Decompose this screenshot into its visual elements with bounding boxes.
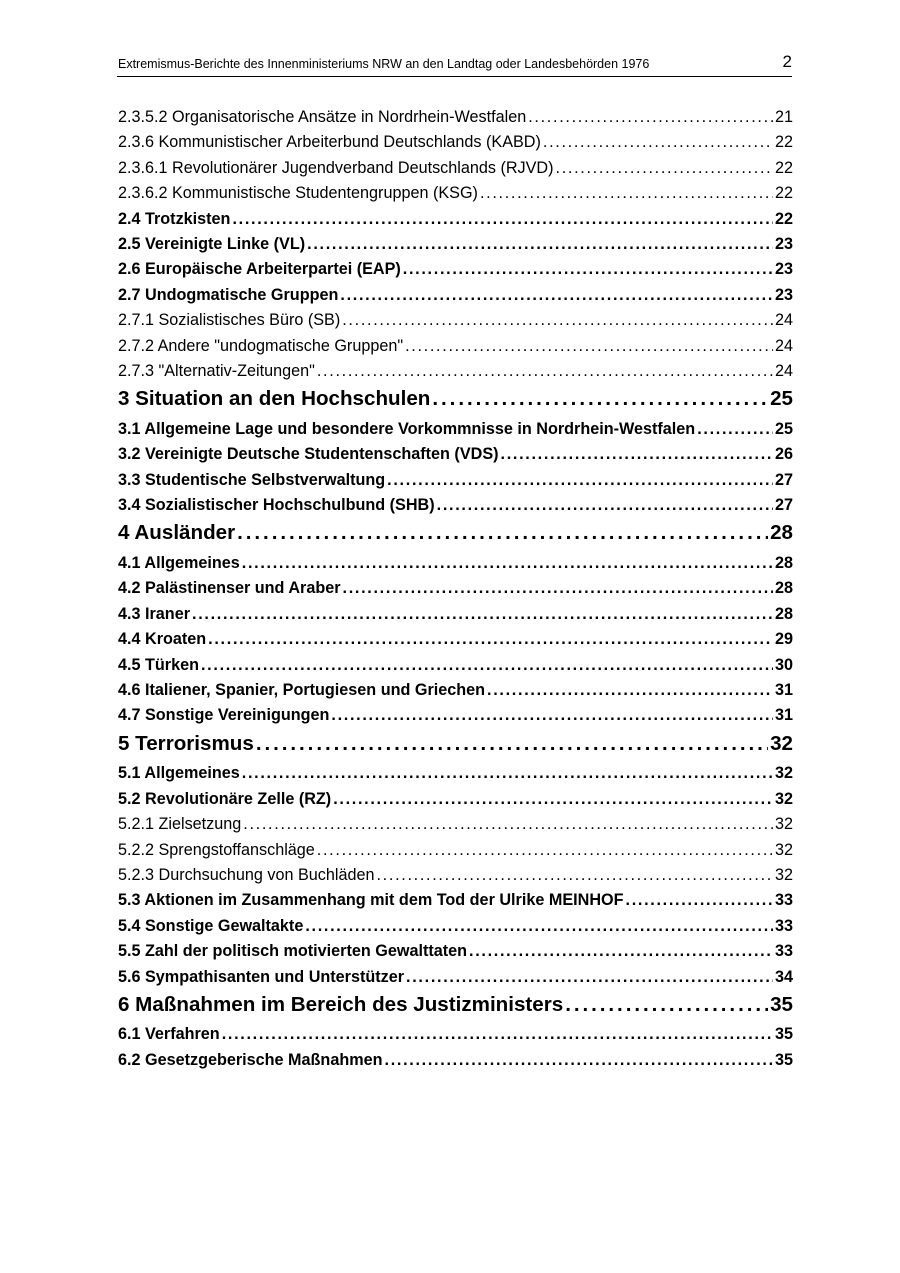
toc-entry[interactable] bbox=[118, 308, 793, 333]
toc-entry-page: 28 bbox=[774, 579, 793, 598]
toc-entry[interactable] bbox=[118, 838, 793, 863]
toc-entry-title: 2.7.3 "Alternativ-Zeitungen" bbox=[118, 361, 315, 380]
toc-entry-title: 4 Ausländer bbox=[118, 521, 236, 545]
toc-entry-page: 31 bbox=[774, 706, 793, 725]
toc-entry[interactable] bbox=[118, 156, 793, 181]
toc-entry[interactable] bbox=[118, 493, 793, 518]
toc-entry-title: 4.2 Palästinenser und Araber bbox=[118, 579, 341, 598]
toc-entry-page: 35 bbox=[770, 992, 793, 1016]
toc-entry-page: 33 bbox=[774, 942, 793, 961]
toc-entry[interactable] bbox=[118, 729, 793, 762]
dot-leader bbox=[543, 130, 773, 155]
toc-entry-title: 4.5 Türken bbox=[118, 655, 199, 674]
toc-entry-page: 27 bbox=[774, 470, 793, 489]
toc-entry-page: 30 bbox=[774, 655, 793, 674]
dot-leader bbox=[232, 207, 773, 232]
toc-entry-page: 22 bbox=[774, 133, 793, 152]
dot-leader bbox=[242, 761, 773, 786]
toc-entry-page: 33 bbox=[774, 891, 793, 910]
dot-leader bbox=[317, 838, 773, 863]
toc-entry[interactable] bbox=[118, 703, 793, 728]
toc-entry[interactable] bbox=[118, 678, 793, 703]
dot-leader bbox=[501, 442, 773, 467]
table-of-contents bbox=[118, 105, 793, 1073]
toc-entry[interactable] bbox=[118, 990, 793, 1023]
toc-entry-page: 24 bbox=[774, 361, 793, 380]
toc-entry-page: 25 bbox=[770, 387, 793, 411]
toc-entry-page: 32 bbox=[774, 764, 793, 783]
header-title: Extremismus-Berichte des Innenministeriums NRW an den Landtag oder Landesbehörden 1976 bbox=[118, 57, 650, 71]
toc-entry-page: 32 bbox=[774, 840, 793, 859]
toc-entry-title: 6.1 Verfahren bbox=[118, 1025, 220, 1044]
toc-entry-title: 5.2.3 Durchsuchung von Buchläden bbox=[118, 865, 375, 884]
toc-entry-title: 3.1 Allgemeine Lage und besondere Vorkommnisse in Nordrhein-Westfalen bbox=[118, 419, 696, 438]
toc-entry-page: 28 bbox=[774, 554, 793, 573]
toc-entry-page: 23 bbox=[774, 234, 793, 253]
toc-entry[interactable] bbox=[118, 105, 793, 130]
toc-entry[interactable] bbox=[118, 130, 793, 155]
dot-leader bbox=[376, 863, 773, 888]
toc-entry-page: 27 bbox=[774, 496, 793, 515]
toc-entry-title: 6.2 Gesetzgeberische Maßnahmen bbox=[118, 1050, 383, 1069]
toc-entry[interactable] bbox=[118, 1048, 793, 1073]
dot-leader bbox=[317, 359, 773, 384]
toc-entry[interactable] bbox=[118, 576, 793, 601]
toc-entry[interactable] bbox=[118, 888, 793, 913]
toc-entry-page: 23 bbox=[774, 260, 793, 279]
toc-entry[interactable] bbox=[118, 518, 793, 551]
dot-leader bbox=[243, 812, 773, 837]
toc-entry[interactable] bbox=[118, 914, 793, 939]
dot-leader bbox=[208, 627, 773, 652]
toc-entry-page: 22 bbox=[774, 184, 793, 203]
toc-entry-page: 35 bbox=[774, 1050, 793, 1069]
toc-entry-title: 3.3 Studentische Selbstverwaltung bbox=[118, 470, 386, 489]
dot-leader bbox=[340, 283, 773, 308]
toc-entry[interactable] bbox=[118, 787, 793, 812]
toc-entry-page: 22 bbox=[774, 209, 793, 228]
toc-entry-page: 32 bbox=[770, 731, 793, 755]
toc-entry-title: 3.2 Vereinigte Deutsche Studentenschaften (VDS) bbox=[118, 445, 499, 464]
toc-entry-title: 4.7 Sonstige Vereinigungen bbox=[118, 706, 330, 725]
toc-entry-page: 22 bbox=[774, 158, 793, 177]
toc-entry-title: 2.7.2 Andere "undogmatische Gruppen" bbox=[118, 336, 404, 355]
dot-leader bbox=[192, 602, 773, 627]
toc-entry-page: 24 bbox=[774, 336, 793, 355]
toc-entry-page: 21 bbox=[774, 108, 793, 126]
toc-entry-title: 2.3.6.1 Revolutionärer Jugendverband Deutschlands (RJVD) bbox=[118, 158, 554, 177]
dot-leader bbox=[469, 939, 773, 964]
dot-leader bbox=[385, 1048, 773, 1073]
dot-leader bbox=[201, 653, 773, 678]
toc-entry-title: 4.1 Allgemeines bbox=[118, 554, 240, 573]
toc-entry-title: 5 Terrorismus bbox=[118, 731, 254, 755]
toc-entry[interactable] bbox=[118, 627, 793, 652]
dot-leader bbox=[256, 729, 768, 759]
toc-entry[interactable] bbox=[118, 181, 793, 206]
toc-entry-page: 29 bbox=[774, 630, 793, 649]
toc-entry[interactable] bbox=[118, 761, 793, 786]
dot-leader bbox=[242, 551, 773, 576]
toc-entry-title: 6 Maßnahmen im Bereich des Justizministers bbox=[118, 992, 564, 1016]
toc-entry-title: 2.5 Vereinigte Linke (VL) bbox=[118, 234, 306, 253]
toc-entry[interactable] bbox=[118, 812, 793, 837]
toc-entry-title: 3 Situation an den Hochschulen bbox=[118, 387, 431, 411]
toc-entry[interactable] bbox=[118, 359, 793, 384]
dot-leader bbox=[437, 493, 773, 518]
toc-entry-page: 35 bbox=[774, 1025, 793, 1044]
toc-entry[interactable] bbox=[118, 417, 793, 442]
toc-entry[interactable] bbox=[118, 232, 793, 257]
toc-entry[interactable] bbox=[118, 863, 793, 888]
toc-entry[interactable] bbox=[118, 653, 793, 678]
dot-leader bbox=[387, 468, 773, 493]
dot-leader bbox=[556, 156, 773, 181]
toc-entry-title: 4.3 Iraner bbox=[118, 604, 190, 623]
toc-entry-title: 2.3.6 Kommunistischer Arbeiterbund Deutschlands (KABD) bbox=[118, 133, 541, 152]
toc-entry-title: 2.3.6.2 Kommunistische Studentengruppen (KSG) bbox=[118, 184, 478, 203]
toc-entry-page: 28 bbox=[774, 604, 793, 623]
toc-entry-page: 28 bbox=[770, 521, 793, 545]
toc-entry[interactable] bbox=[118, 384, 793, 417]
toc-entry-title: 4.4 Kroaten bbox=[118, 630, 207, 649]
toc-entry-title: 5.1 Allgemeines bbox=[118, 764, 240, 783]
toc-entry-page: 24 bbox=[774, 311, 793, 330]
dot-leader bbox=[343, 576, 773, 601]
toc-entry-title: 5.3 Aktionen im Zusammenhang mit dem Tod der Ulrike MEINHOF bbox=[118, 891, 624, 910]
toc-entry[interactable] bbox=[118, 468, 793, 493]
dot-leader bbox=[403, 257, 773, 282]
toc-entry-title: 5.2.1 Zielsetzung bbox=[118, 815, 242, 834]
toc-entry-page: 32 bbox=[774, 789, 793, 808]
toc-entry-title: 2.3.5.2 Organisatorische Ansätze in Nordrhein-Westfalen bbox=[118, 108, 527, 126]
toc-entry-page: 33 bbox=[774, 916, 793, 935]
toc-entry-title: 5.5 Zahl der politisch motivierten Gewalttaten bbox=[118, 942, 468, 961]
dot-leader bbox=[565, 990, 768, 1020]
toc-entry[interactable] bbox=[118, 207, 793, 232]
page-number: 2 bbox=[782, 52, 792, 71]
dot-leader bbox=[480, 181, 773, 206]
dot-leader bbox=[487, 678, 773, 703]
toc-entry[interactable] bbox=[118, 551, 793, 576]
toc-entry-page: 25 bbox=[774, 419, 793, 438]
toc-entry-title: 4.6 Italiener, Spanier, Portugiesen und Griechen bbox=[118, 681, 486, 699]
toc-entry-title: 5.2 Revolutionäre Zelle (RZ) bbox=[118, 789, 332, 808]
dot-leader bbox=[237, 518, 768, 548]
dot-leader bbox=[406, 965, 773, 990]
toc-entry[interactable] bbox=[118, 939, 793, 964]
toc-entry[interactable] bbox=[118, 257, 793, 282]
toc-entry[interactable] bbox=[118, 1022, 793, 1047]
toc-entry-title: 2.6 Europäische Arbeiterpartei (EAP) bbox=[118, 260, 401, 279]
dot-leader bbox=[405, 334, 773, 359]
dot-leader bbox=[342, 308, 773, 333]
dot-leader bbox=[697, 417, 773, 442]
dot-leader bbox=[626, 888, 773, 913]
dot-leader bbox=[307, 232, 773, 257]
toc-entry[interactable] bbox=[118, 283, 793, 308]
dot-leader bbox=[333, 787, 773, 812]
toc-entry-title: 2.7.1 Sozialistisches Büro (SB) bbox=[118, 311, 341, 330]
toc-entry-title: 2.7 Undogmatische Gruppen bbox=[118, 285, 339, 304]
dot-leader bbox=[305, 914, 773, 939]
toc-entry[interactable] bbox=[118, 334, 793, 359]
toc-entry-page: 32 bbox=[774, 815, 793, 834]
dot-leader bbox=[331, 703, 773, 728]
page-header bbox=[117, 52, 792, 77]
toc-entry[interactable] bbox=[118, 442, 793, 467]
dot-leader bbox=[528, 105, 773, 130]
dot-leader bbox=[222, 1022, 773, 1047]
toc-entry-title: 5.4 Sonstige Gewaltakte bbox=[118, 916, 304, 935]
toc-entry[interactable] bbox=[118, 965, 793, 990]
toc-entry-title: 2.4 Trotzkisten bbox=[118, 209, 231, 228]
toc-entry-title: 5.6 Sympathisanten und Unterstützer bbox=[118, 967, 405, 986]
toc-entry[interactable] bbox=[118, 602, 793, 627]
toc-entry-page: 31 bbox=[774, 681, 793, 699]
toc-entry-page: 23 bbox=[774, 285, 793, 304]
toc-entry-page: 26 bbox=[774, 445, 793, 464]
dot-leader bbox=[432, 384, 768, 414]
toc-entry-page: 34 bbox=[774, 967, 793, 986]
toc-entry-title: 3.4 Sozialistischer Hochschulbund (SHB) bbox=[118, 496, 435, 515]
toc-entry-page: 32 bbox=[774, 865, 793, 884]
toc-entry-title: 5.2.2 Sprengstoffanschläge bbox=[118, 840, 315, 859]
